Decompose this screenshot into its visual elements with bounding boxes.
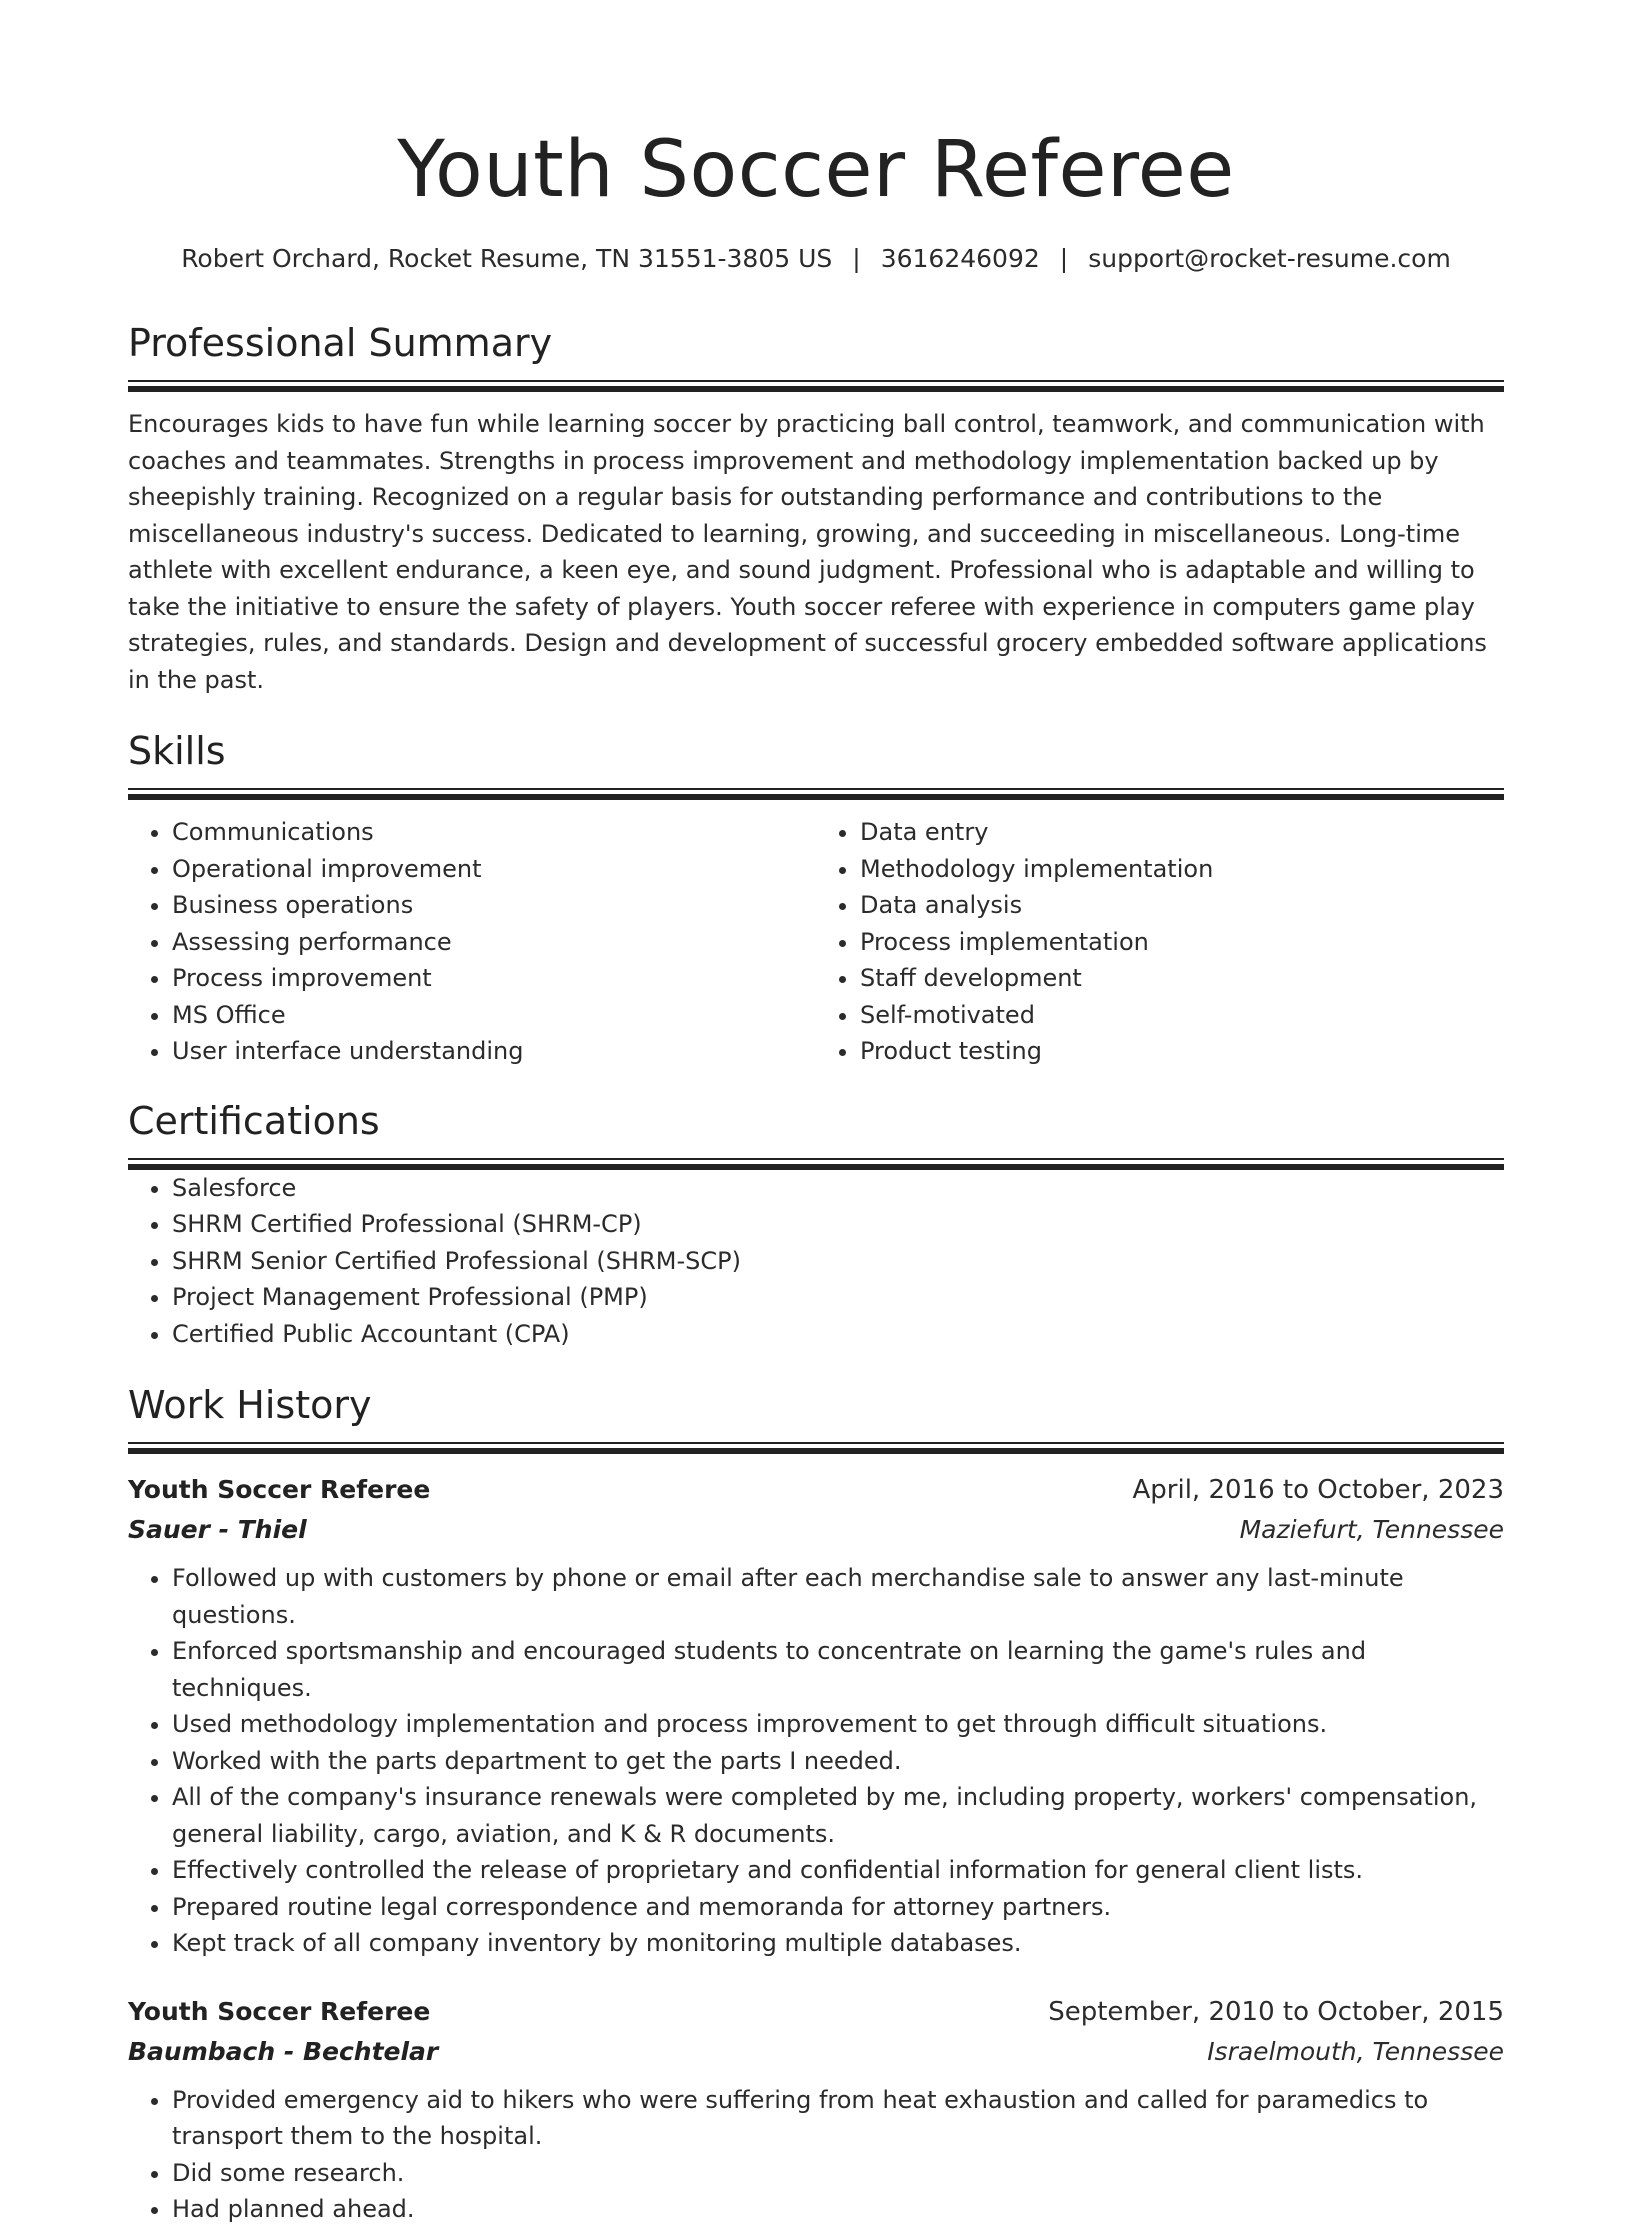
- skill-item: • Assessing performance: [172, 924, 816, 961]
- job-duty: • Had planned ahead.: [172, 2191, 1504, 2228]
- job-company: Sauer - Thiel: [128, 1515, 307, 1544]
- skill-item: • Communications: [172, 814, 816, 851]
- job-duty: • Prepared routine legal correspondence and memoranda for attorney partners.: [172, 1889, 1504, 1926]
- job-entry: [128, 1992, 1504, 2228]
- skill-item: • User interface understanding: [172, 1033, 816, 1070]
- skills-column-right: [816, 814, 1504, 1070]
- section-divider: [128, 788, 1504, 800]
- job-duties-list: [128, 1560, 1504, 1962]
- job-title-row: [128, 1992, 1504, 2032]
- job-duty: • Followed up with customers by phone or email after each merchandise sale to answer any last-minute questions.: [172, 1560, 1504, 1633]
- resume-title: Youth Soccer Referee: [397, 125, 1235, 215]
- contact-address: Robert Orchard, Rocket Resume, TN 31551-3805 US: [181, 244, 833, 273]
- job-dates: April, 2016 to October, 2023: [1132, 1475, 1504, 1505]
- skill-item: • Methodology implementation: [860, 851, 1504, 888]
- certifications-list: [128, 1170, 1504, 1353]
- skill-item: • Operational improvement: [172, 851, 816, 888]
- section-divider: [128, 380, 1504, 392]
- skill-item: • Self-motivated: [860, 997, 1504, 1034]
- job-company-row: [128, 1510, 1504, 1550]
- section-divider: [128, 1442, 1504, 1454]
- certifications-heading: Certifications: [128, 1098, 380, 1143]
- job-duty: • Did some research.: [172, 2155, 1504, 2192]
- contact-line: [128, 242, 1504, 276]
- skill-item: • Data entry: [860, 814, 1504, 851]
- summary-section: [128, 320, 1504, 698]
- skills-grid: [128, 814, 1504, 1070]
- job-duty: • Provided emergency aid to hikers who were suffering from heat exhaustion and called for paramedics to transport them to the hospital.: [172, 2082, 1504, 2155]
- work-history-section: [128, 1382, 1504, 2228]
- work-history-heading: Work History: [128, 1383, 372, 1427]
- job-entry: [128, 1470, 1504, 1962]
- job-dates: September, 2010 to October, 2015: [1048, 1996, 1504, 2027]
- certification-item: • Project Management Professional (PMP): [172, 1279, 1504, 1316]
- contact-phone: 3616246092: [880, 244, 1040, 273]
- job-location: Maziefurt, Tennessee: [1239, 1515, 1504, 1544]
- job-duty: • Used methodology implementation and process improvement to get through difficult situations.: [172, 1706, 1504, 1743]
- skill-item: • Process implementation: [860, 924, 1504, 961]
- job-duty: • All of the company's insurance renewals were completed by me, including property, workers' compensation, general liability, cargo, aviation, and K & R documents.: [172, 1779, 1504, 1852]
- certifications-section: [128, 1098, 1504, 1353]
- summary-heading: Professional Summary: [128, 321, 553, 365]
- skills-list-right: [816, 814, 1504, 1070]
- summary-text: Encourages kids to have fun while learning soccer by practicing ball control, teamwork, and communication with coaches and teammates. Strengths in process improvement and methodology implementation backed up by sheepishly training. Recognized on a regular basis for outstanding performance and contributions to the miscellaneous industry's success. Dedicated to learning, growing, and succeeding in miscellaneous. Long-time athlete with excellent endurance, a keen eye, and sound judgment. Professional who is adaptable and willing to take the initiative to ensure the safety of players. Youth soccer referee with experience in computers game play strategies, rules, and standards. Design and development of successful grocery embedded software applications in the past.: [128, 410, 1487, 694]
- job-duty: • Effectively controlled the release of proprietary and confidential information for general client lists.: [172, 1852, 1504, 1889]
- skills-column-left: [128, 814, 816, 1070]
- job-duty: • Worked with the parts department to get the parts I needed.: [172, 1743, 1504, 1780]
- job-title: Youth Soccer Referee: [128, 1996, 431, 2026]
- job-company: Baumbach - Bechtelar: [128, 2036, 439, 2066]
- job-company-row: [128, 2032, 1504, 2072]
- job-duty: • Kept track of all company inventory by monitoring multiple databases.: [172, 1925, 1504, 1962]
- skills-section: [128, 728, 1504, 1070]
- job-duty: • Enforced sportsmanship and encouraged students to concentrate on learning the game's rules and techniques.: [172, 1633, 1504, 1706]
- skill-item: • Business operations: [172, 887, 816, 924]
- contact-email: support@rocket-resume.com: [1088, 244, 1451, 273]
- contact-separator: |: [852, 244, 861, 273]
- job-duties-list: [128, 2082, 1504, 2228]
- job-title: Youth Soccer Referee: [128, 1475, 431, 1504]
- skills-list-left: [128, 814, 816, 1070]
- contact-separator: |: [1059, 244, 1069, 273]
- skill-item: • MS Office: [172, 997, 816, 1034]
- skill-item: • Staff development: [860, 960, 1504, 997]
- skill-item: • Process improvement: [172, 960, 816, 997]
- job-location: Israelmouth, Tennessee: [1207, 2036, 1504, 2066]
- section-divider: [128, 1158, 1504, 1170]
- skills-heading: Skills: [128, 729, 226, 773]
- skill-item: • Product testing: [860, 1033, 1504, 1070]
- certification-item: • Certified Public Accountant (CPA): [172, 1316, 1504, 1353]
- job-title-row: [128, 1470, 1504, 1510]
- certification-item: • Salesforce: [172, 1170, 1504, 1207]
- skill-item: • Data analysis: [860, 887, 1504, 924]
- certification-item: • SHRM Certified Professional (SHRM-CP): [172, 1206, 1504, 1243]
- certification-item: • SHRM Senior Certified Professional (SHRM-SCP): [172, 1243, 1504, 1280]
